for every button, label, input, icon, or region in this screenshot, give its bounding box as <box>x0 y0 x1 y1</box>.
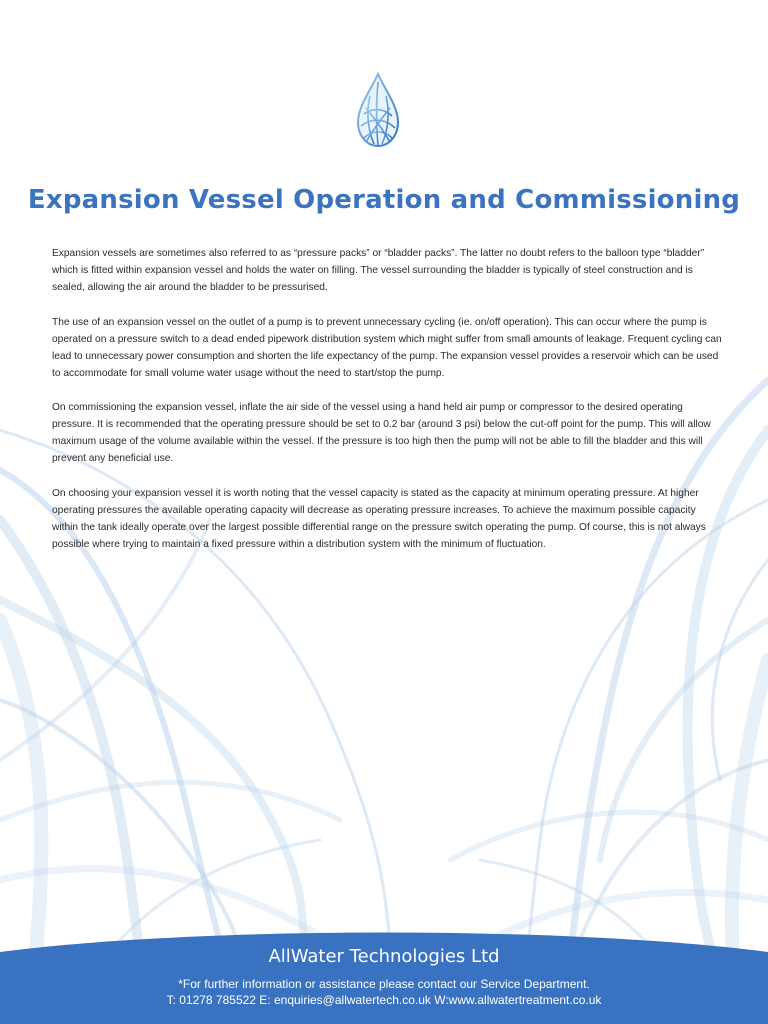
contact-details: T: 01278 785522 E: enquiries@allwatertech.co.uk W:www.allwatertreatment.co.uk <box>166 993 602 1007</box>
contact-note: *For further information or assistance please contact our Service Department. <box>178 977 590 991</box>
paragraph-commissioning: On commissioning the expansion vessel, inflate the air side of the vessel using a hand held air pump or compressor to the desired operating pressure. It is recommended that the operating pressure should be set to 0.2 bar (around 3 psi) below the cut-off point for the pump. This will allow maximum usage of the volume available within the vessel. If the pressure is too high then the pump will not be able to fill the bladder and this will prevent any beneficial use. <box>52 402 711 464</box>
body-text <box>52 245 724 570</box>
paragraph-choosing: On choosing your expansion vessel it is worth noting that the vessel capacity is stated as the capacity at minimum operating pressure. At higher operating pressures the available operating capacity will decrease as operating pressure increases. To achieve the maximum possible capacity within the tank ideally operate over the largest possible differential range on the pressure switch operating the pump. Of course, this is not always possible where trying to maintain a fixed pressure within a distribution system with the minimum of fluctuation. <box>52 487 706 550</box>
footer <box>0 930 768 1024</box>
paragraph-purpose: The use of an expansion vessel on the outlet of a pump is to prevent unnecessary cycling (ie. on/off operation). This can occur where the pump is operated on a pressure switch to a dead ended pipework distribution system which might suffer from small amounts of leakage. Frequent cycling can lead to unnecessary power consumption and shorten the life expectancy of the pump. The expansion vessel provides a reservoir which can be used to accommodate for small volume water usage without the need to start/stop the pump. <box>52 316 722 379</box>
water-drop-icon <box>354 72 402 150</box>
paragraph-intro: Expansion vessels are sometimes also referred to as “pressure packs” or “bladder packs”. The latter no doubt refers to the balloon type “bladder” which is fitted within expansion vessel and holds the water on filling. The vessel surrounding the bladder is typically of steel construction and is sealed, allowing the air around the bladder to be pressurised. <box>52 248 705 293</box>
company-name: AllWater Technologies Ltd <box>268 946 500 967</box>
page-title: Expansion Vessel Operation and Commissioning <box>27 185 741 216</box>
